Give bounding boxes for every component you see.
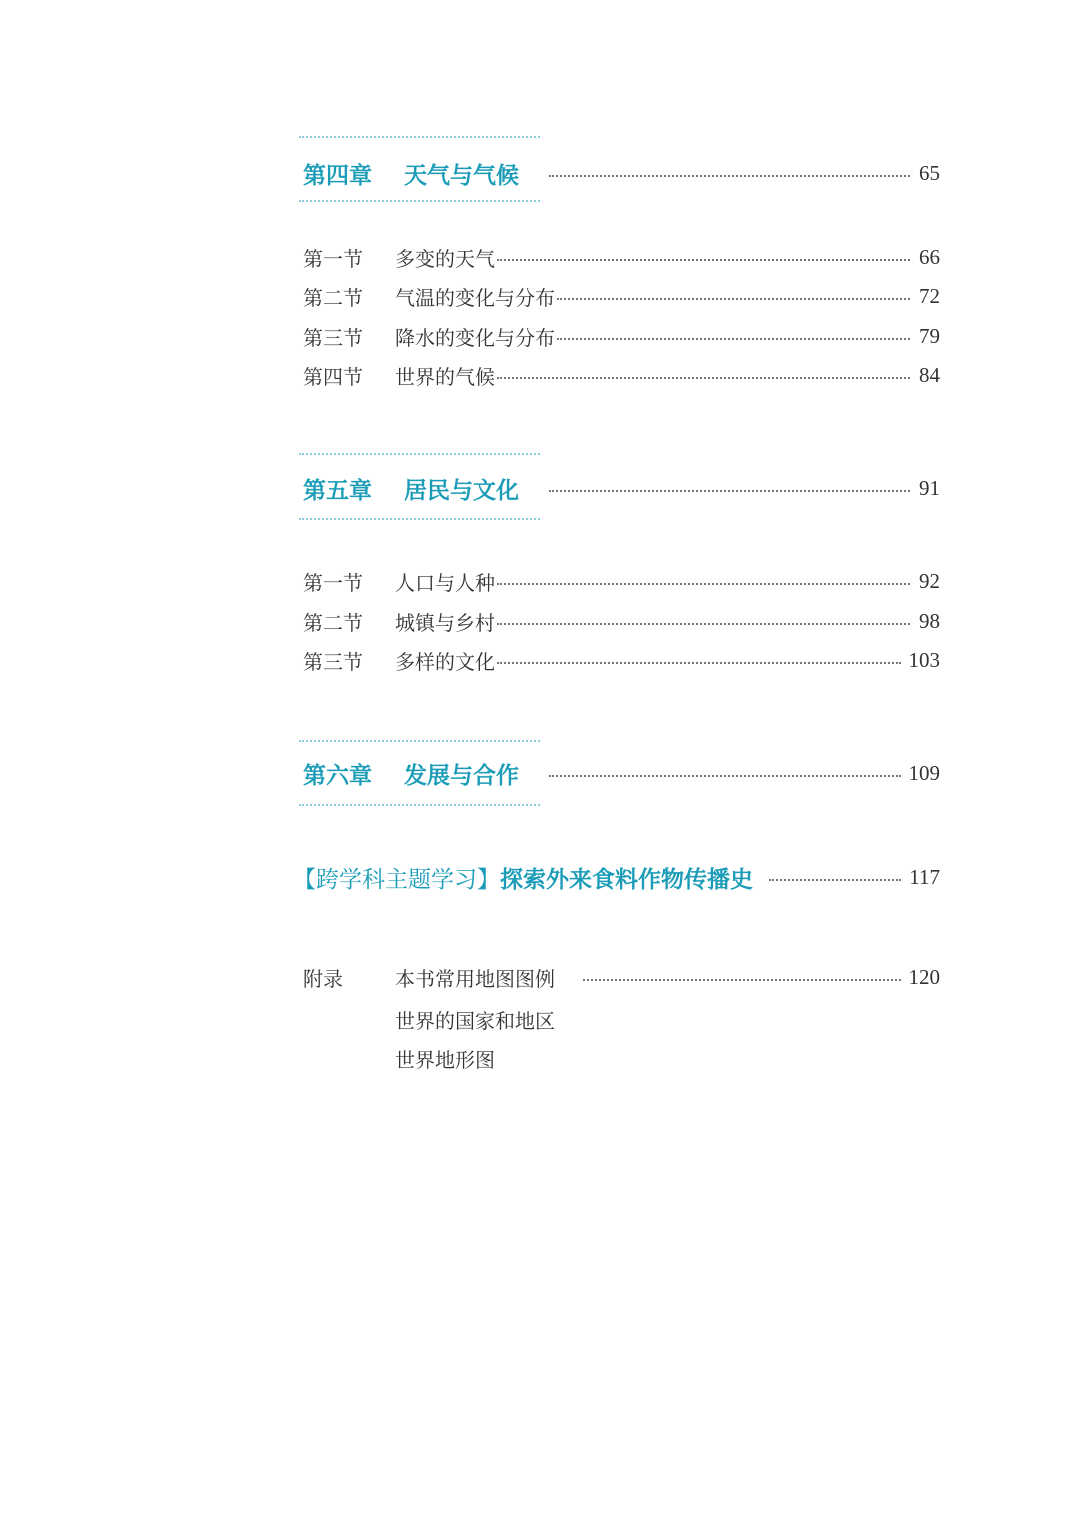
dot-leader <box>497 583 910 585</box>
interdisciplinary-heading <box>293 861 753 894</box>
section-entry[interactable] <box>303 279 940 313</box>
section-title: 人口与人种 <box>395 570 495 595</box>
chapter-rule-bottom <box>299 200 540 202</box>
chapter-number: 第四章 <box>303 161 372 189</box>
section-number: 第一节 <box>303 246 363 271</box>
chapter-number: 第六章 <box>303 761 372 789</box>
section-heading <box>303 282 555 311</box>
section-number: 第二节 <box>303 285 363 310</box>
page-number: 91 <box>919 475 940 500</box>
section-heading <box>303 607 495 636</box>
dot-leader <box>497 377 910 379</box>
page-number: 66 <box>919 244 940 269</box>
interdisciplinary-label: 跨学科主题学习 <box>316 866 477 893</box>
dot-leader <box>557 298 910 300</box>
chapter-rule-top <box>299 740 540 742</box>
section-heading <box>303 646 495 675</box>
page-number: 92 <box>919 568 940 593</box>
page-number: 84 <box>919 362 940 387</box>
section-entry[interactable] <box>303 643 940 677</box>
section-heading <box>303 361 495 390</box>
dot-leader <box>497 623 910 625</box>
section-number: 第三节 <box>303 325 363 350</box>
chapter-number: 第五章 <box>303 476 372 504</box>
section-entry[interactable] <box>303 564 940 598</box>
bracket-open: 【 <box>293 866 316 893</box>
dot-leader <box>769 879 901 881</box>
section-entry[interactable] <box>303 358 940 392</box>
chapter-rule-bottom <box>299 804 540 806</box>
section-title: 气温的变化与分布 <box>395 285 555 310</box>
dot-leader <box>497 259 910 261</box>
interdisciplinary-entry[interactable] <box>293 860 940 894</box>
chapter-title: 天气与气候 <box>404 161 519 189</box>
page-number: 120 <box>908 964 940 989</box>
section-entry[interactable] <box>303 319 940 353</box>
appendix-item: 本书常用地图图例 <box>395 966 555 991</box>
page-number: 109 <box>908 760 940 785</box>
appendix-heading <box>303 963 555 992</box>
page-number: 65 <box>919 160 940 185</box>
page-number: 98 <box>919 608 940 633</box>
section-heading <box>303 322 555 351</box>
section-title: 多变的天气 <box>395 246 495 271</box>
chapter-heading <box>303 757 519 790</box>
section-heading <box>303 243 495 272</box>
dot-leader <box>583 979 901 981</box>
section-heading <box>303 567 495 596</box>
section-title: 城镇与乡村 <box>395 610 495 635</box>
chapter-entry[interactable] <box>303 471 940 505</box>
dot-leader <box>549 775 901 777</box>
chapter-rule-top <box>299 453 540 455</box>
dot-leader <box>549 175 910 177</box>
appendix-item[interactable]: 世界地形图 <box>395 1048 495 1072</box>
chapter-title: 居民与文化 <box>404 476 519 504</box>
page-number: 79 <box>919 323 940 348</box>
section-number: 第四节 <box>303 364 363 389</box>
page-number: 103 <box>908 647 940 672</box>
page-number: 72 <box>919 283 940 308</box>
chapter-entry[interactable] <box>303 156 940 190</box>
section-number: 第一节 <box>303 570 363 595</box>
bracket-close: 】 <box>477 866 500 893</box>
appendix-item[interactable]: 世界的国家和地区 <box>395 1009 555 1033</box>
section-number: 第二节 <box>303 610 363 635</box>
dot-leader <box>497 662 901 664</box>
chapter-heading <box>303 472 519 505</box>
section-title: 多样的文化 <box>395 649 495 674</box>
section-number: 第三节 <box>303 649 363 674</box>
chapter-heading <box>303 157 519 190</box>
appendix-entry[interactable] <box>303 960 940 994</box>
appendix-label: 附录 <box>303 966 343 991</box>
dot-leader <box>549 490 910 492</box>
page-number: 117 <box>909 864 940 889</box>
section-entry[interactable] <box>303 240 940 274</box>
chapter-title: 发展与合作 <box>404 761 519 789</box>
chapter-rule-top <box>299 136 540 138</box>
interdisciplinary-title: 探索外来食料作物传播史 <box>500 865 753 893</box>
dot-leader <box>557 338 910 340</box>
chapter-rule-bottom <box>299 518 540 520</box>
chapter-entry[interactable] <box>303 756 940 790</box>
section-entry[interactable] <box>303 604 940 638</box>
section-title: 降水的变化与分布 <box>395 325 555 350</box>
section-title: 世界的气候 <box>395 364 495 389</box>
